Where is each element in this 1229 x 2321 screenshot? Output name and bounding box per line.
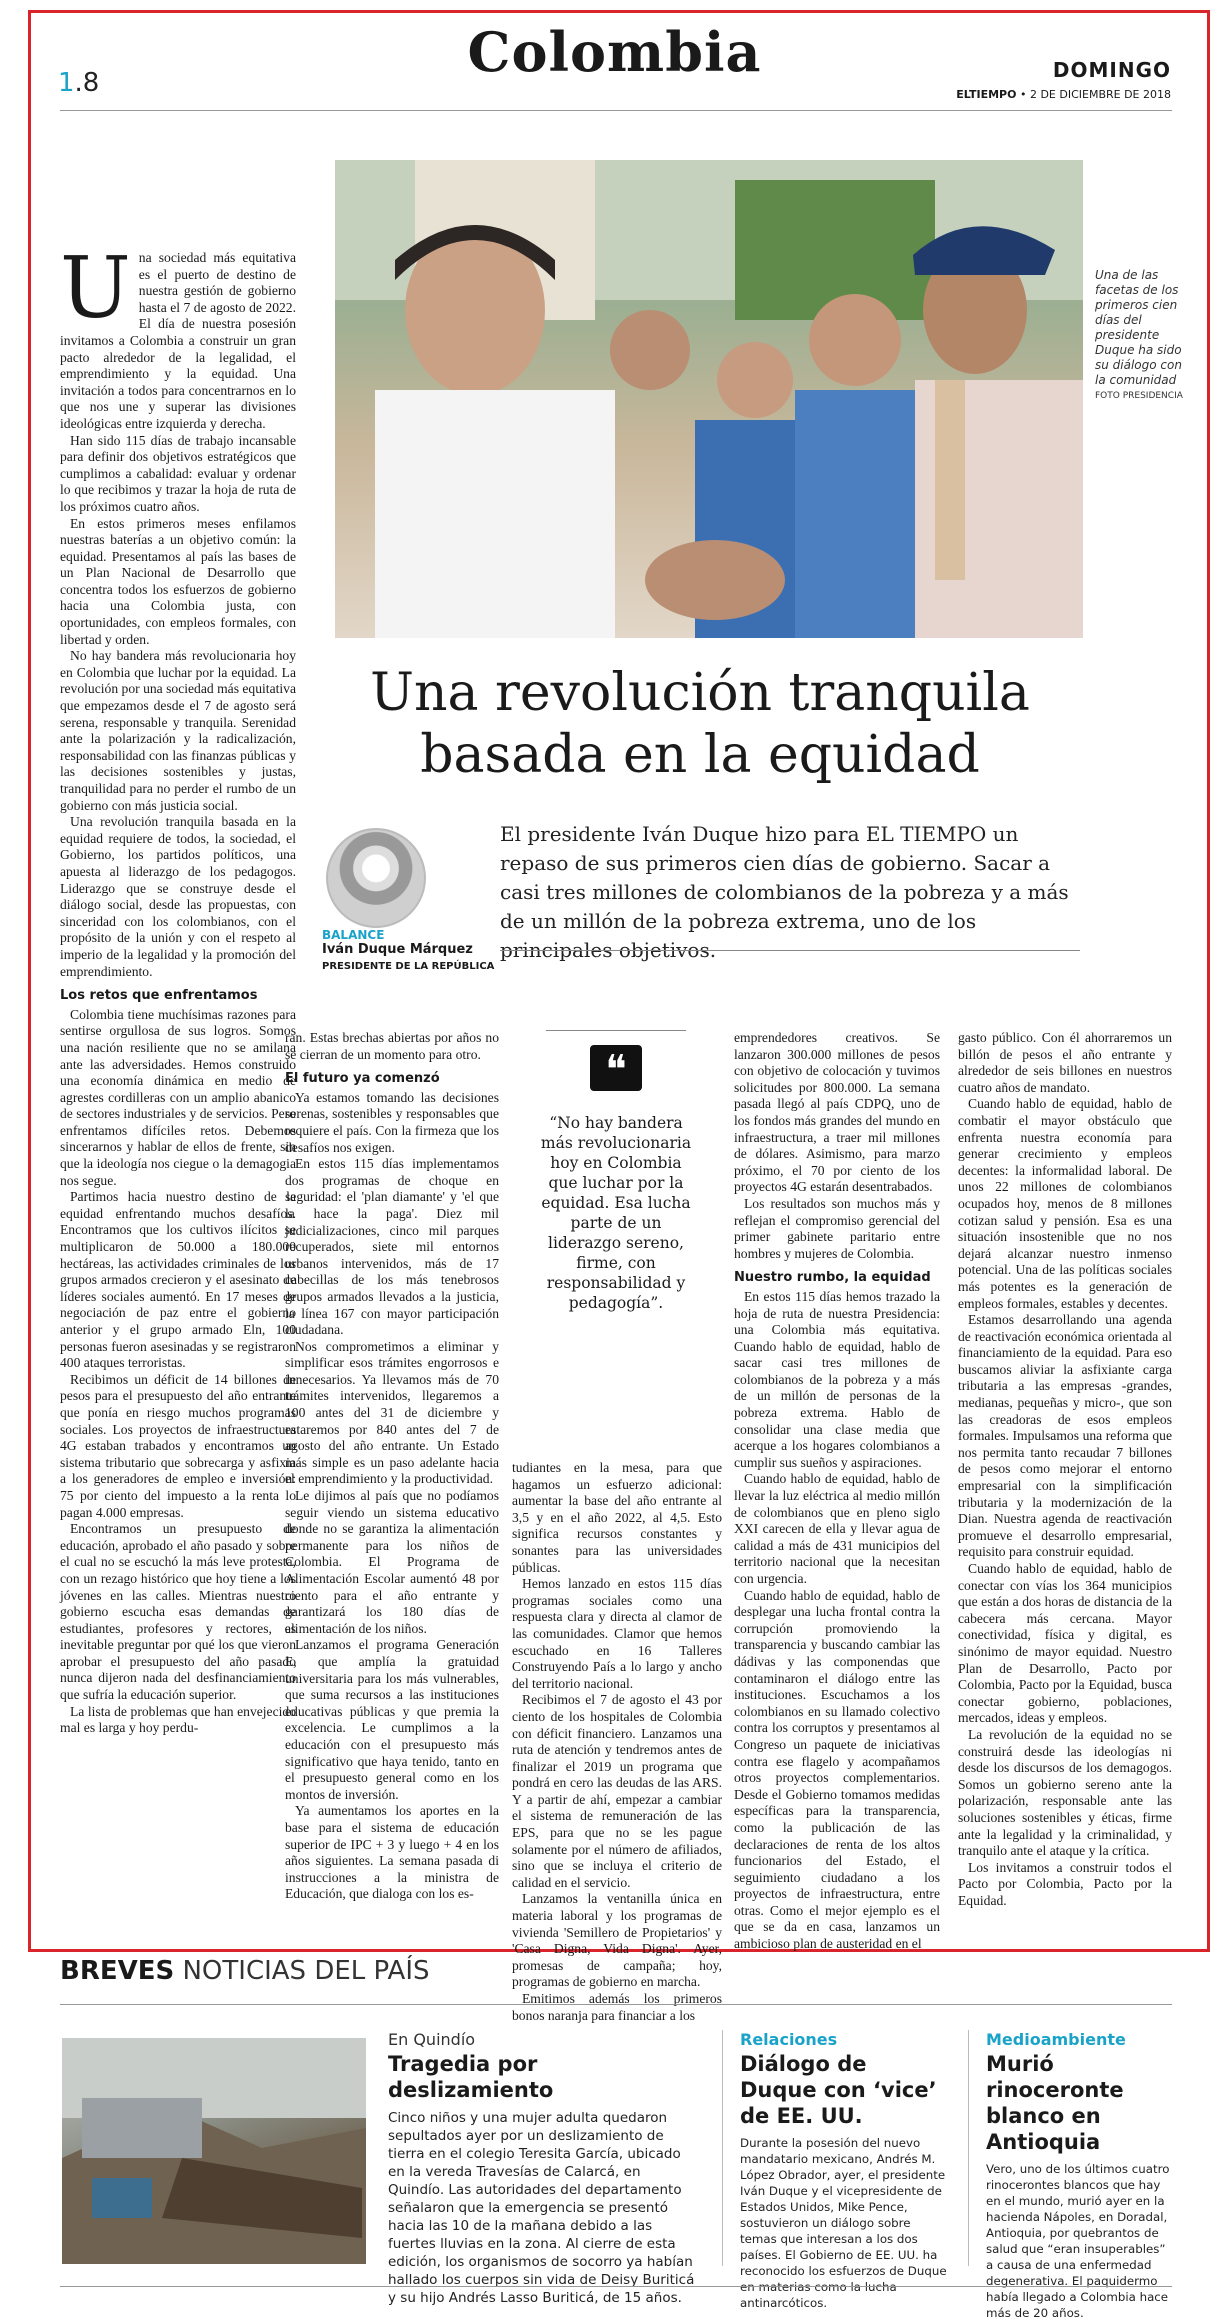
main-photo xyxy=(335,160,1083,638)
header-rule xyxy=(60,110,1172,111)
subhead: Nuestro rumbo, la equidad xyxy=(734,1270,931,1286)
paragraph: Encontramos un presupuesto de educación, aprobado el año pasado y sobre el cual no se escuchó la más leve protesta, con un rezago histórico que hoy tiene a los jóvenes en las calles. Mientras nuestro gobierno escucha esas demandas de estudiantes, profesores y rectores, es inevitable preguntar por qué los que vieron aprobar el presupuesto del año pasado nunca dijeron nada del desfinanciamiento que sufría la educación superior. xyxy=(60,1521,296,1703)
crowd-photo-illustration xyxy=(335,160,1083,638)
breves-header: BREVES NOTICIAS DEL PAÍS xyxy=(60,1956,430,1986)
paragraph: Partimos hacia nuestro destino de la equidad enfrentando muchos desafíos. Encontramos que los cultivos ilícitos se multiplicaron de 50.000 a 180.000 hectáreas, las actividades criminales de los grupos armados crecieron y el asesinato de líderes sociales aumentó. En 17 meses de negociación de paz entre el gobierno anterior y el grupo armado Eln, 100 personas fueron asesinadas y se registraron 400 ataques terroristas. xyxy=(60,1189,296,1371)
author-name: Iván Duque Márquez xyxy=(322,942,473,957)
paragraph: Le dijimos al país que no podíamos seguir viendo un sistema educativo donde no se garantiza la alimentación permanente para los niños de Colombia. El Programa de Alimentación Escolar aumentó 48 por ciento para el año entrante y garantizará los 180 días de alimentación de los niños. xyxy=(285,1488,499,1636)
breve-title: Murió rinoceronte blanco en Antioquia xyxy=(986,2052,1124,2154)
paragraph: Hemos lanzado en estos 115 días programas sociales como una respuesta clara y directa al clamor de las comunidades. Clamor que hemos escuchado en 16 Talleres Construyendo País a lo largo y ancho del territorio nacional. xyxy=(512,1576,722,1691)
paragraph: Los invitamos a construir todos el Pacto por Colombia, Pacto por la Equidad. xyxy=(958,1859,1172,1908)
page-number: 1.8 xyxy=(58,68,100,98)
body-column-4 xyxy=(734,1030,940,1953)
paragraph: Nos comprometimos a eliminar y simplificar esos trámites engorrosos e innecesarios. Ya llevamos más de 70 trámites intervenidos, llegaremos a 100 antes del 31 de diciembre y estaremos por 840 antes del 7 de agosto del año entrante. Un Estado más simple es un paso adelante hacia el emprendimiento y la productividad. xyxy=(285,1338,499,1487)
breves-rule xyxy=(60,2004,1172,2005)
paragraph: Recibimos el 7 de agosto el 43 por ciento de los hospitales de Colombia con déficit financiero. Lanzamos una ruta de atención y tendremos antes de finalizar el 2019 un programa que pondrá en cero las deudas de las ARS. Y a partir de ahí, empezar a cambiar el sistema de remuneración de las EPS, para que no se les pague solamente por el número de afiliados, sino que se incluya el criterio de calidad en el servicio. xyxy=(512,1692,722,1890)
landslide-illustration xyxy=(62,2038,366,2264)
author-role: PRESIDENTE DE LA REPÚBLICA xyxy=(322,961,495,972)
breve-relaciones xyxy=(740,2030,950,2311)
breves-divider xyxy=(722,2030,723,2266)
breve-body: Vero, uno de los últimos cuatro rinocerontes blancos que hay en el mundo, murió ayer en la hacienda Nápoles, en Doradal, Antioquia, por quebrantos de salud que “eran insuperables” a causa de una enfermedad degenerativa. El paquidermo había llegado a Colombia hace más de 20 años. xyxy=(986,2162,1170,2320)
paragraph: tudiantes en la mesa, para que hagamos un esfuerzo adicional: aumentar la base del año entrante al 3,5 y en el año 2022, al 4,5. Esto significa recursos constantes y sonantes para las universidades públicas. xyxy=(512,1460,722,1575)
paragraph: emprendedores creativos. Se lanzaron 300.000 millones de pesos con objetivo de colocación y tuvimos solicitudes por 800.000. La semana pasada llegó al país CDPQ, uno de los fondos más grandes del mundo en infraestructura, a traer mil millones de dólares. Asimismo, para marzo próximo, el 70 por ciento de los proyectos 4G estarán desentrabados. xyxy=(734,1030,940,1195)
paragraph: Cuando hablo de equidad, hablo de desplegar una lucha frontal contra la corrupción promoviendo la transparencia y buscando cambiar las dádivas y las componendas que contaminaron el diálogo entre las instituciones. Escuchamos a los colombianos en su llamado colectivo contra los corruptos y presentamos al Congreso un paquete de iniciativas contra ese flagelo y acompañamos otros proyectos complementarios. Desde el Gobierno tomamos medidas específicas para la transparencia, como la publicación de las declaraciones de renta de los altos funcionarios del Estado, el seguimiento ciudadano a los proyectos de infraestructura, entre otras. Como el mejor ejemplo es el que se da en casa, lanzamos un ambicioso plan de austeridad en el xyxy=(734,1587,940,1952)
photo-credit: FOTO PRESIDENCIA xyxy=(1095,391,1183,401)
author-portrait xyxy=(326,828,426,928)
paragraph: No hay bandera más revolucionaria hoy en Colombia que luchar por la equidad. La revolución por una sociedad más equitativa que empezamos desde el 7 de agosto será serena, responsable y tranquila. Serenidad ante la polarización y la radicalización, responsabilidad con las finanzas públicas y las decisiones sostenibles y justas, tranquilidad para no perder el rumbo de un gobierno con más justicia social. xyxy=(60,648,296,813)
breve-kicker: Relaciones xyxy=(740,2030,838,2049)
photo-caption: Una de las facetas de los primeros cien días del presidente Duque ha sido su diálogo con la comunidad FOTO PRESIDENCIA xyxy=(1095,268,1185,402)
paragraph: Los resultados son muchos más y reflejan el compromiso gerencial del primer gabinete paritario entre hombres y mujeres de Colombia. xyxy=(734,1195,940,1261)
paragraph: Estamos desarrollando una agenda de reactivación económica orientada al financiamiento de la equidad. Para eso buscamos aliviar la asfixiante carga tributaria a las empresas -grandes, medianas, pequeñas y micro-, que son las creadoras de esos empleos formales. Impulsamos una reforma que nos permita tanto recaudar 7 billones de pesos como mejorar el entorno empresarial con la simplificación tributaria y la modernización de la Dian. Nuestra agenda de reactivación promueve el desarrollo empresarial, requisito para construir equidad. xyxy=(958,1312,1172,1560)
paragraph: La lista de problemas que han envejecido mal es larga y hoy perdu- xyxy=(60,1703,296,1736)
drop-cap: U xyxy=(60,239,131,337)
paragraph: na sociedad más equitativa es el puerto de destino de nuestra gestión de gobierno hasta el 7 de agosto de 2022. El día de nuestra posesión invitamos a Colombia a construir un gran pacto alrededor de la legalidad, el emprendimiento y la equidad. Una invitación a todos para concentrarnos en lo que nos une y superar las divisiones ideológicas entre izquierda y derecha. xyxy=(60,250,296,431)
paragraph: La revolución de la equidad no se construirá desde las ideologías ni desde los discursos de los demagogos. Somos un gobierno sereno ante la polarización, responsable ante las soluciones sostenibles y éticas, firme ante la legalidad y la criminalidad, y tranquilo ante el ataque y la crítica. xyxy=(958,1726,1172,1859)
body-column-5 xyxy=(958,1030,1172,1909)
breve-medioambiente xyxy=(986,2030,1176,2321)
paragraph: Colombia tiene muchísimas razones para sentirse orgullosa de sus logros. Somos una nación resiliente que no se amilana ante las adversidades. Hemos construido una economía dinámica en medio de agrestes cordilleras con un amplio abanico de sectores industriales y de servicios. Pero enfrentamos difíciles retos. Debemos sincerarnos y hablar de ellos de frente, sin que la ideología nos ciegue o la demagogia nos segue. xyxy=(60,1006,296,1188)
dateline: ELTIEMPO • 2 DE DICIEMBRE DE 2018 xyxy=(956,88,1171,101)
section-title: Colombia xyxy=(467,20,762,84)
byline xyxy=(322,928,522,972)
landslide-photo xyxy=(62,2038,366,2264)
breve-quindio xyxy=(388,2030,700,2307)
paragraph: Lanzamos la ventanilla única en materia laboral y los programas de vivienda 'Semillero de Propietarios' y 'Casa Digna, Vida Digna'. Ayer, promesas de campaña; hoy, programas de gobierno en marcha. xyxy=(512,1891,722,1990)
subhead: El futuro ya comenzó xyxy=(285,1071,440,1087)
breve-body: Cinco niños y una mujer adulta quedaron sepultados ayer por un deslizamiento de tierra en el colegio Teresita García, ubicado en la vereda Travesías de Calarcá, en Quindío. Las autoridades del departamento señalaron que la emergencia se presentó hacia las 10 de la mañana debido a las fuertes lluvias en la zona. Al cierre de esta edición, los organismos de socorro ya habían hallado los cuerpos sin vida de Deisy Buriticá y su hijo Andrés Lasso Buriticá, de 15 años. xyxy=(388,2110,695,2306)
paragraph: Cuando hablo de equidad, hablo de combatir el mayor obstáculo que enfrenta nuestra economía para generar crecimiento y empleos decentes: la informalidad laboral. De unos 22 millones de colombianos ocupados hoy, menos de 8 millones cotizan salud y pensión. Esa es una situación insostenible que no nos dejará alcanzar nuestro inmenso potencial. Una de las políticas sociales más potentes es la generación de empleos formales, estables y decentes. xyxy=(958,1096,1172,1311)
paragraph: Han sido 115 días de trabajo incansable para definir dos objetivos estratégicos que cumplimos a cabalidad: evaluar y ordenar lo que recibimos y trazar la hoja de ruta de los próximos cuatro años. xyxy=(60,432,296,514)
pull-quote-text: “No hay bandera más revolucionaria hoy en Colombia que luchar por la equidad. Esa lucha parte de un liderazgo sereno, firme, con responsabilidad y pedagogía”. xyxy=(540,1114,692,1312)
breve-title: Diálogo de Duque con ‘vice’ de EE. UU. xyxy=(740,2052,937,2128)
breve-kicker: Medioambiente xyxy=(986,2030,1126,2049)
paragraph: Recibimos un déficit de 14 billones de pesos para el presupuesto del año entrante que ponía en riesgo muchos programas sociales. Los proyectos de infraestructura 4G estaban trabados y encontramos un sistema tributario que sobrecarga y asfixia a los generadores de empleo e inversión: 75 por ciento del impuesto a la renta lo pagan 4.000 empresas. xyxy=(60,1371,296,1520)
paragraph: Emitimos además los primeros bonos naranja para financiar a los xyxy=(512,1991,722,2023)
paragraph: gasto público. Con él ahorraremos un billón de pesos el año entrante y alrededor de seis billones en nuestros cuatro años de mandato. xyxy=(958,1030,1172,1095)
body-column-1 xyxy=(60,239,296,1737)
paragraph: En estos 115 días hemos trazado la hoja de ruta de nuestra Presidencia: una Colombia más equitativa. Cuando hablo de equidad, hablo de sacar casi tres millones de colombianos de la pobreza y a más de un millón de personas de la pobreza extrema. Hablo de consolidar una clase media que acerque a los hogares colombianos a cumplir sus sueños y aspiraciones. xyxy=(734,1288,940,1470)
subhead: Los retos que enfrentamos xyxy=(60,988,258,1004)
quote-marks-icon: ❝ xyxy=(590,1045,642,1091)
paragraph: ran. Estas brechas abiertas por años no se cierran de un momento para otro. xyxy=(285,1030,499,1062)
paragraph: En estos primeros meses enfilamos nuestras baterías a un objetivo común: la equidad. Presentamos al país las bases de un Plan Nacional de Desarrollo que concentra todos los esfuerzos de gobierno hacia una Colombia justa, con oportunidades, con empleos formales, con libertad y orden. xyxy=(60,515,296,647)
body-column-2 xyxy=(285,1030,499,1903)
bottom-rule xyxy=(60,2286,1172,2287)
dek-rule xyxy=(500,950,1080,951)
paragraph: Cuando hablo de equidad, hablo de conectar con vías los 364 municipios que están a dos horas de distancia de la cabecera más cercana. Mayor conectividad, física y digital, es sinónimo de mayor equidad. Nuestro Plan de Desarrollo, Pacto por Colombia, Pacto por la Equidad, busca conectar gobierno, poblaciones, mercados, ideas y empleos. xyxy=(958,1561,1172,1726)
paragraph: Cuando hablo de equidad, hablo de llevar la luz eléctrica al medio millón de colombianos que en pleno siglo XXI carecen de ella y llevar agua de calidad a más de 431 municipios del territorio nacional que la necesitan con urgencia. xyxy=(734,1471,940,1586)
paragraph: Una revolución tranquila basada en la equidad requiere de todos, la sociedad, el Gobierno, los partidos políticos, una apuesta al liderazgo de los pedagogos. Liderazgo que se construye desde el diálogo social, desde las propuestas, con sinceridad con los colombianos, con el propósito de la unión y con el respeto al imperio de la legalidad y la promoción del emprendimiento. xyxy=(60,814,296,979)
breve-body: Durante la posesión del nuevo mandatario mexicano, Andrés M. López Obrador, ayer, el presidente Iván Duque y el vicepresidente de Estados Unidos, Mike Pence, sostuvieron un diálogo sobre temas que interesan a los dos países. El Gobierno de EE. UU. ha reconocido los esfuerzos de Duque en materias como la lucha antinarcóticos. xyxy=(740,2136,947,2310)
paragraph: Ya aumentamos los aportes en la base para el sistema de educación superior de IPC + 3 y luego + 4 en los años siguientes. La semana pasada di instrucciones a la ministra de Educación, que dialoga con los es- xyxy=(285,1803,499,1902)
weekday: DOMINGO xyxy=(1052,58,1171,82)
paragraph: En estos 115 días implementamos dos programas de choque en seguridad: el 'plan diamante' y 'el que la hace la paga'. Diez mil judicializaciones, cinco mil parques recuperados, siete mil entornos urbanos intervenidos, más de 17 cabecillas de los más tenebrosos grupos armados llevados a la justicia, la línea 167 con mayor participación ciudadana. xyxy=(285,1156,499,1338)
dek: El presidente Iván Duque hizo para EL TIEMPO un repaso de sus primeros cien días de gobierno. Sacar a casi tres millones de colombianos de la pobreza y a más de un millón de la pobreza extrema, uno de los principales objetivos. xyxy=(500,822,1069,962)
breve-kicker: En Quindío xyxy=(388,2030,476,2049)
byline-kicker: BALANCE xyxy=(322,928,385,942)
paragraph: Lanzamos el programa Generación E, que amplía la gratuidad universitaria para los más vulnerables, que suma recursos a las instituciones educativas públicas y que premia la excelencia. Le cumplimos a la educación con el presupuesto más significativo que haya tenido, tanto en el presupuesto general como en los montos de inversión. xyxy=(285,1637,499,1802)
paragraph: Ya estamos tomando las decisiones serenas, sostenibles y responsables que requiere el país. Con la firmeza que los desafíos nos exigen. xyxy=(285,1089,499,1155)
body-column-3 xyxy=(512,1460,722,2024)
quote-rule xyxy=(546,1030,686,1031)
headline: Una revolución tranquila basada en la equidad xyxy=(370,663,1030,785)
pull-quote xyxy=(538,1030,694,1313)
breve-title: Tragedia por deslizamiento xyxy=(388,2052,554,2102)
breves-divider xyxy=(968,2030,969,2266)
